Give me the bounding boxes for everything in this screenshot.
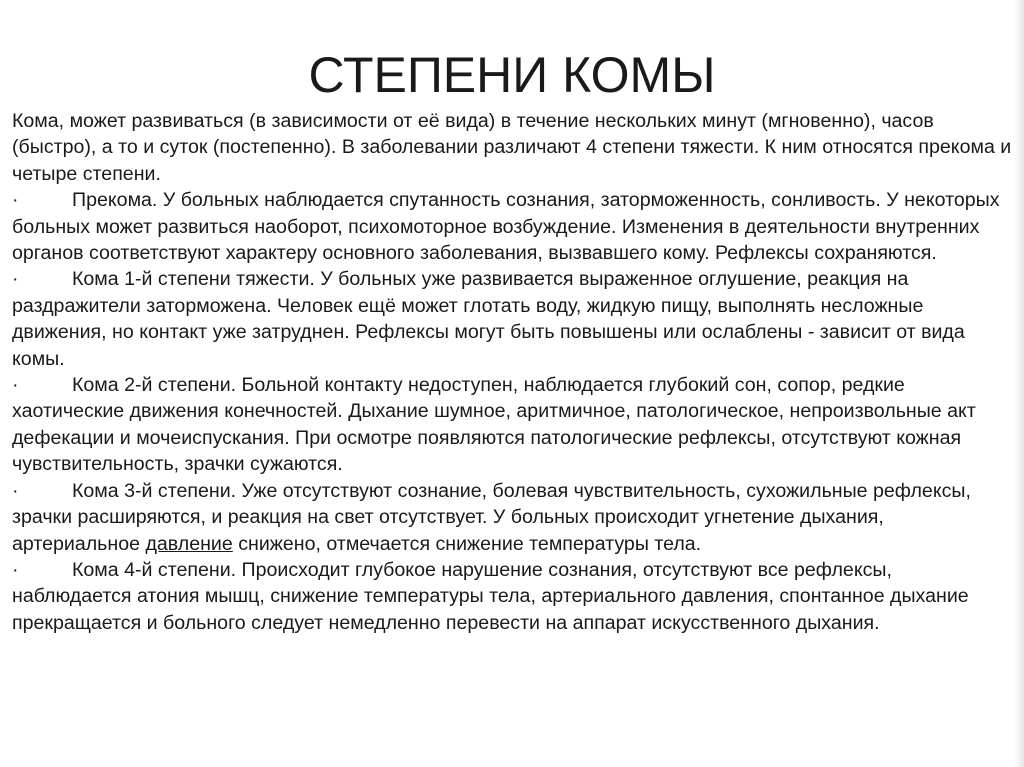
bullet-text: Кома 4-й степени. Происходит глубокое нарушение сознания, отсутствуют все рефлексы, наблюдается атония мышц, снижение температуры тела, артериального давления, спонтанное дыхание прекращается и больного следует немедленно перевести на аппарат искусственного дыхания. <box>12 558 969 634</box>
bullet-text: Кома 1-й степени тяжести. У больных уже развивается выраженное оглушение, реакция на раздражители заторможена. Человек ещё может глотать воду, жидкую пищу, выполнять несложные движения, но контакт уже затруднен. Рефлексы могут быть повышены или ослаблены - зависит от вида комы. <box>12 268 965 370</box>
bullet-marker <box>12 478 1014 557</box>
slide-body <box>12 108 1014 636</box>
bullet-dot: · <box>12 374 19 397</box>
bullet-dot: · <box>12 189 19 212</box>
bullet-text: Кома 2-й степени. Больной контакту недоступен, наблюдается глубокий сон, сопор, редкие хаотические движения конечностей. Дыхание шумное, аритмичное, патологическое, непроизвольные акт дефекации и мочеиспускания. При осмотре появляются патологические рефлексы, отсутствуют кожная чувствительность, зрачки сужаются. <box>12 374 976 476</box>
bullet-marker <box>12 266 1014 372</box>
intro-paragraph: Кома, может развиваться (в зависимости от её вида) в течение нескольких минут (мгновенно), часов (быстро), а то и суток (постепенно). В заболевании различают 4 степени тяжести. К ним относятся прекома и четыре степени. <box>12 110 1012 185</box>
bullet-item-coma-4 <box>12 557 1014 636</box>
slide-title: СТЕПЕНИ КОМЫ <box>308 47 716 103</box>
bullet-item-coma-1 <box>12 266 1014 372</box>
bullet-text-after-link: снижено, отмечается снижение температуры тела. <box>232 532 702 555</box>
slide-edge-shadow <box>1014 0 1024 767</box>
bullet-dot: · <box>12 268 19 291</box>
bullet-dot: · <box>12 558 19 581</box>
bullet-marker <box>12 372 1014 478</box>
bullet-marker <box>12 557 1014 636</box>
bullet-item-coma-3 <box>12 478 1014 557</box>
bullet-dot: · <box>12 479 19 502</box>
bullet-marker <box>12 187 1014 266</box>
bullet-item-coma-2 <box>12 372 1014 478</box>
bullet-item-precoma <box>12 187 1014 266</box>
pressure-link[interactable]: давление <box>145 532 233 555</box>
bullet-text-before-link: Кома 3-й степени. Уже отсутствуют сознание, болевая чувствительность, сухожильные рефлексы, зрачки расширяются, и реакция на свет отсутствует. У больных происходит угнетение дыхания, артериальное <box>12 479 971 555</box>
bullet-text: Прекома. У больных наблюдается спутанность сознания, заторможенность, сонливость. У некоторых больных может развиться наоборот, психомоторное возбуждение. Изменения в деятельности внутренних органов соответствуют характеру основного заболевания, вызвавшего кому. Рефлексы сохраняются. <box>12 189 1000 265</box>
